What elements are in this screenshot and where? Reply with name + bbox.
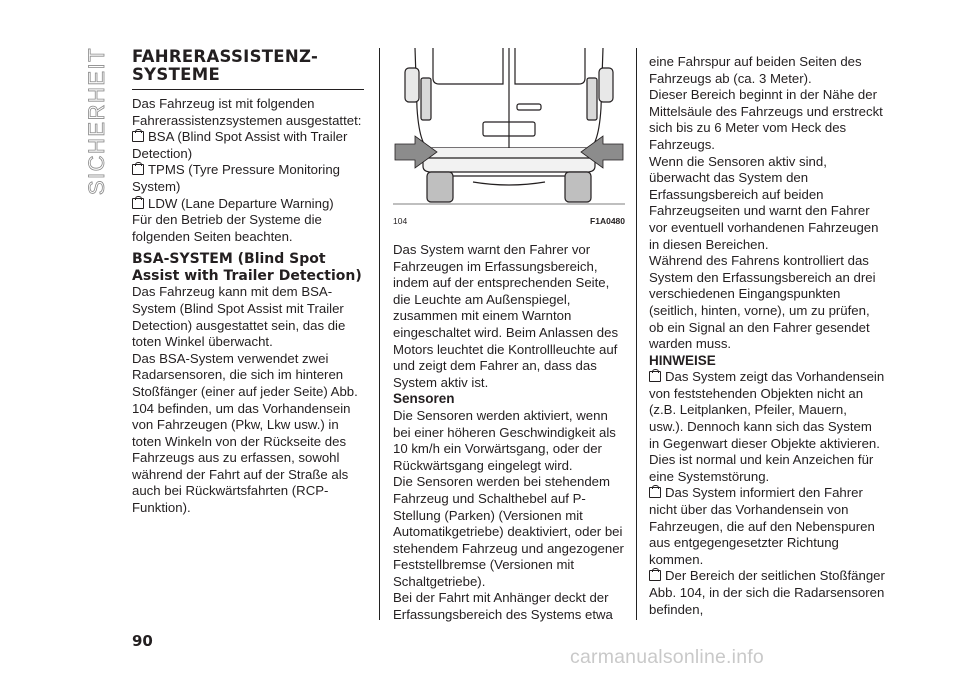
intro-text: Das Fahrzeug ist mit folgenden Fahrerassistenzsystemen ausgestattet: xyxy=(132,96,362,128)
column-2 xyxy=(393,242,625,624)
paragraph: Dieser Bereich beginnt in der Nähe der Mittelsäule des Fahrzeugs und erstreckt sich bis zu 6 Meter vom Heck des Fahrzeugs. xyxy=(649,87,883,152)
column-3 xyxy=(649,54,885,618)
section-heading: FAHRERASSISTENZ-SYSTEME xyxy=(132,48,364,90)
bullet-icon xyxy=(132,131,144,142)
paragraph: Das System warnt den Fahrer vor Fahrzeugen im Erfassungsbereich, indem auf der entsprechenden Seite, die Leuchte am Außenspiegel, zusammen mit einem Warnton eingeschaltet wird. Beim Anlassen des Motors leuchtet die Kontrollleuchte auf und zeigt dem Fahrer an, dass das System aktiv ist. xyxy=(393,242,619,390)
bullet-icon xyxy=(132,198,144,209)
paragraph: Während des Fahrens kontrolliert das System den Erfassungsbereich an drei verschiedenen Eingangspunkten (seitlich, hinten, vorne), um zu prüfen, ob ein Signal an den Fahrer gesendet warden muss. xyxy=(649,253,876,352)
notes-heading: HINWEISE xyxy=(649,352,716,368)
bullet-icon xyxy=(649,371,661,382)
subsection-heading: Sensoren xyxy=(393,391,455,407)
bullet-item: LDW (Lane Departure Warning) xyxy=(132,196,364,213)
bullet-icon xyxy=(649,570,661,581)
figure-caption xyxy=(393,216,625,226)
bullet-icon xyxy=(649,487,661,498)
section-tab-label: SICHERHEIT xyxy=(84,46,109,196)
paragraph: Das BSA-System verwendet zwei Radarsensoren, die sich im hinteren Stoßfänger (einer auf jeder Seite) Abb. 104 befinden, um das Vorhandensein von Fahrzeugen (Pkw, Lkw usw.) in toten Winkeln von der Rückseite des Fahrzeugs aus zu erfassen, sowohl während der Fahrt auf der Straße als auch bei Rückwärtsfahrten (RCP-Funktion). xyxy=(132,350,358,516)
bullet-item: Der Bereich der seitlichen Stoßfänger Abb. 104, in der sich die Radarsensoren befinden, xyxy=(649,568,885,617)
bullet-item: BSA (Blind Spot Assist with Trailer Detection) xyxy=(132,129,348,161)
outro-text: Für den Betrieb der Systeme die folgenden Seiten beachten. xyxy=(132,212,322,244)
paragraph: Wenn die Sensoren aktiv sind, überwacht das System den Erfassungsbereich auf beiden Fahrzeugseiten und warnt den Fahrer vor eventuell vorhandenen Fahrzeugen in diesen Bereichen. xyxy=(649,153,879,252)
van-rear-illustration xyxy=(393,48,625,214)
subsection-heading: BSA-SYSTEM (Blind Spot Assist with Trailer Detection) xyxy=(132,251,362,284)
figure-104 xyxy=(393,48,625,226)
paragraph: Das Fahrzeug kann mit dem BSA-System (Blind Spot Assist mit Trailer Detection) ausgestattet sein, das die toten Winkel überwacht. xyxy=(132,284,346,350)
column-divider-1 xyxy=(379,48,380,620)
bullet-icon xyxy=(132,164,144,175)
watermark: carmanualsonline.info xyxy=(570,646,764,668)
figure-code: F1A0480 xyxy=(590,216,625,226)
bullet-item: Das System zeigt das Vorhandensein von feststehenden Objekten nicht an (z.B. Leitplanken, Pfeiler, Mauern, usw.). Dennoch kann sich das System in Gegenwart dieser Objekte aktivieren. Dies ist normal und kein Anzeichen für eine Systemstörung. xyxy=(649,369,885,484)
page-number: 90 xyxy=(132,632,153,650)
paragraph: eine Fahrspur auf beiden Seiten des Fahrzeugs ab (ca. 3 Meter). xyxy=(649,54,862,86)
column-divider-2 xyxy=(636,48,637,620)
section-tab xyxy=(80,46,114,196)
paragraph: Die Sensoren werden bei stehendem Fahrzeug und Schalthebel auf P-Stellung (Parken) (Versionen mit Automatikgetriebe) deaktiviert, oder bei stehendem Fahrzeug und angezogener Feststellbremse (Versionen mit Schaltgetriebe). xyxy=(393,474,624,589)
bullet-item: TPMS (Tyre Pressure Monitoring System) xyxy=(132,162,341,194)
paragraph: Bei der Fahrt mit Anhänger deckt der Erfassungsbereich des Systems etwa xyxy=(393,590,613,623)
bullet-item: Das System informiert den Fahrer nicht über das Vorhandensein von Fahrzeugen, die auf den Nebenspuren aus entgegengesetzter Richtung kommen. xyxy=(649,485,875,567)
figure-number: 104 xyxy=(393,216,408,226)
paragraph: Die Sensoren werden aktiviert, wenn bei einer höheren Geschwindigkeit als 10 km/h ein Vorwärtsgang, oder der Rückwärtsgang eingelegt wird. xyxy=(393,407,616,473)
column-1 xyxy=(132,48,364,517)
